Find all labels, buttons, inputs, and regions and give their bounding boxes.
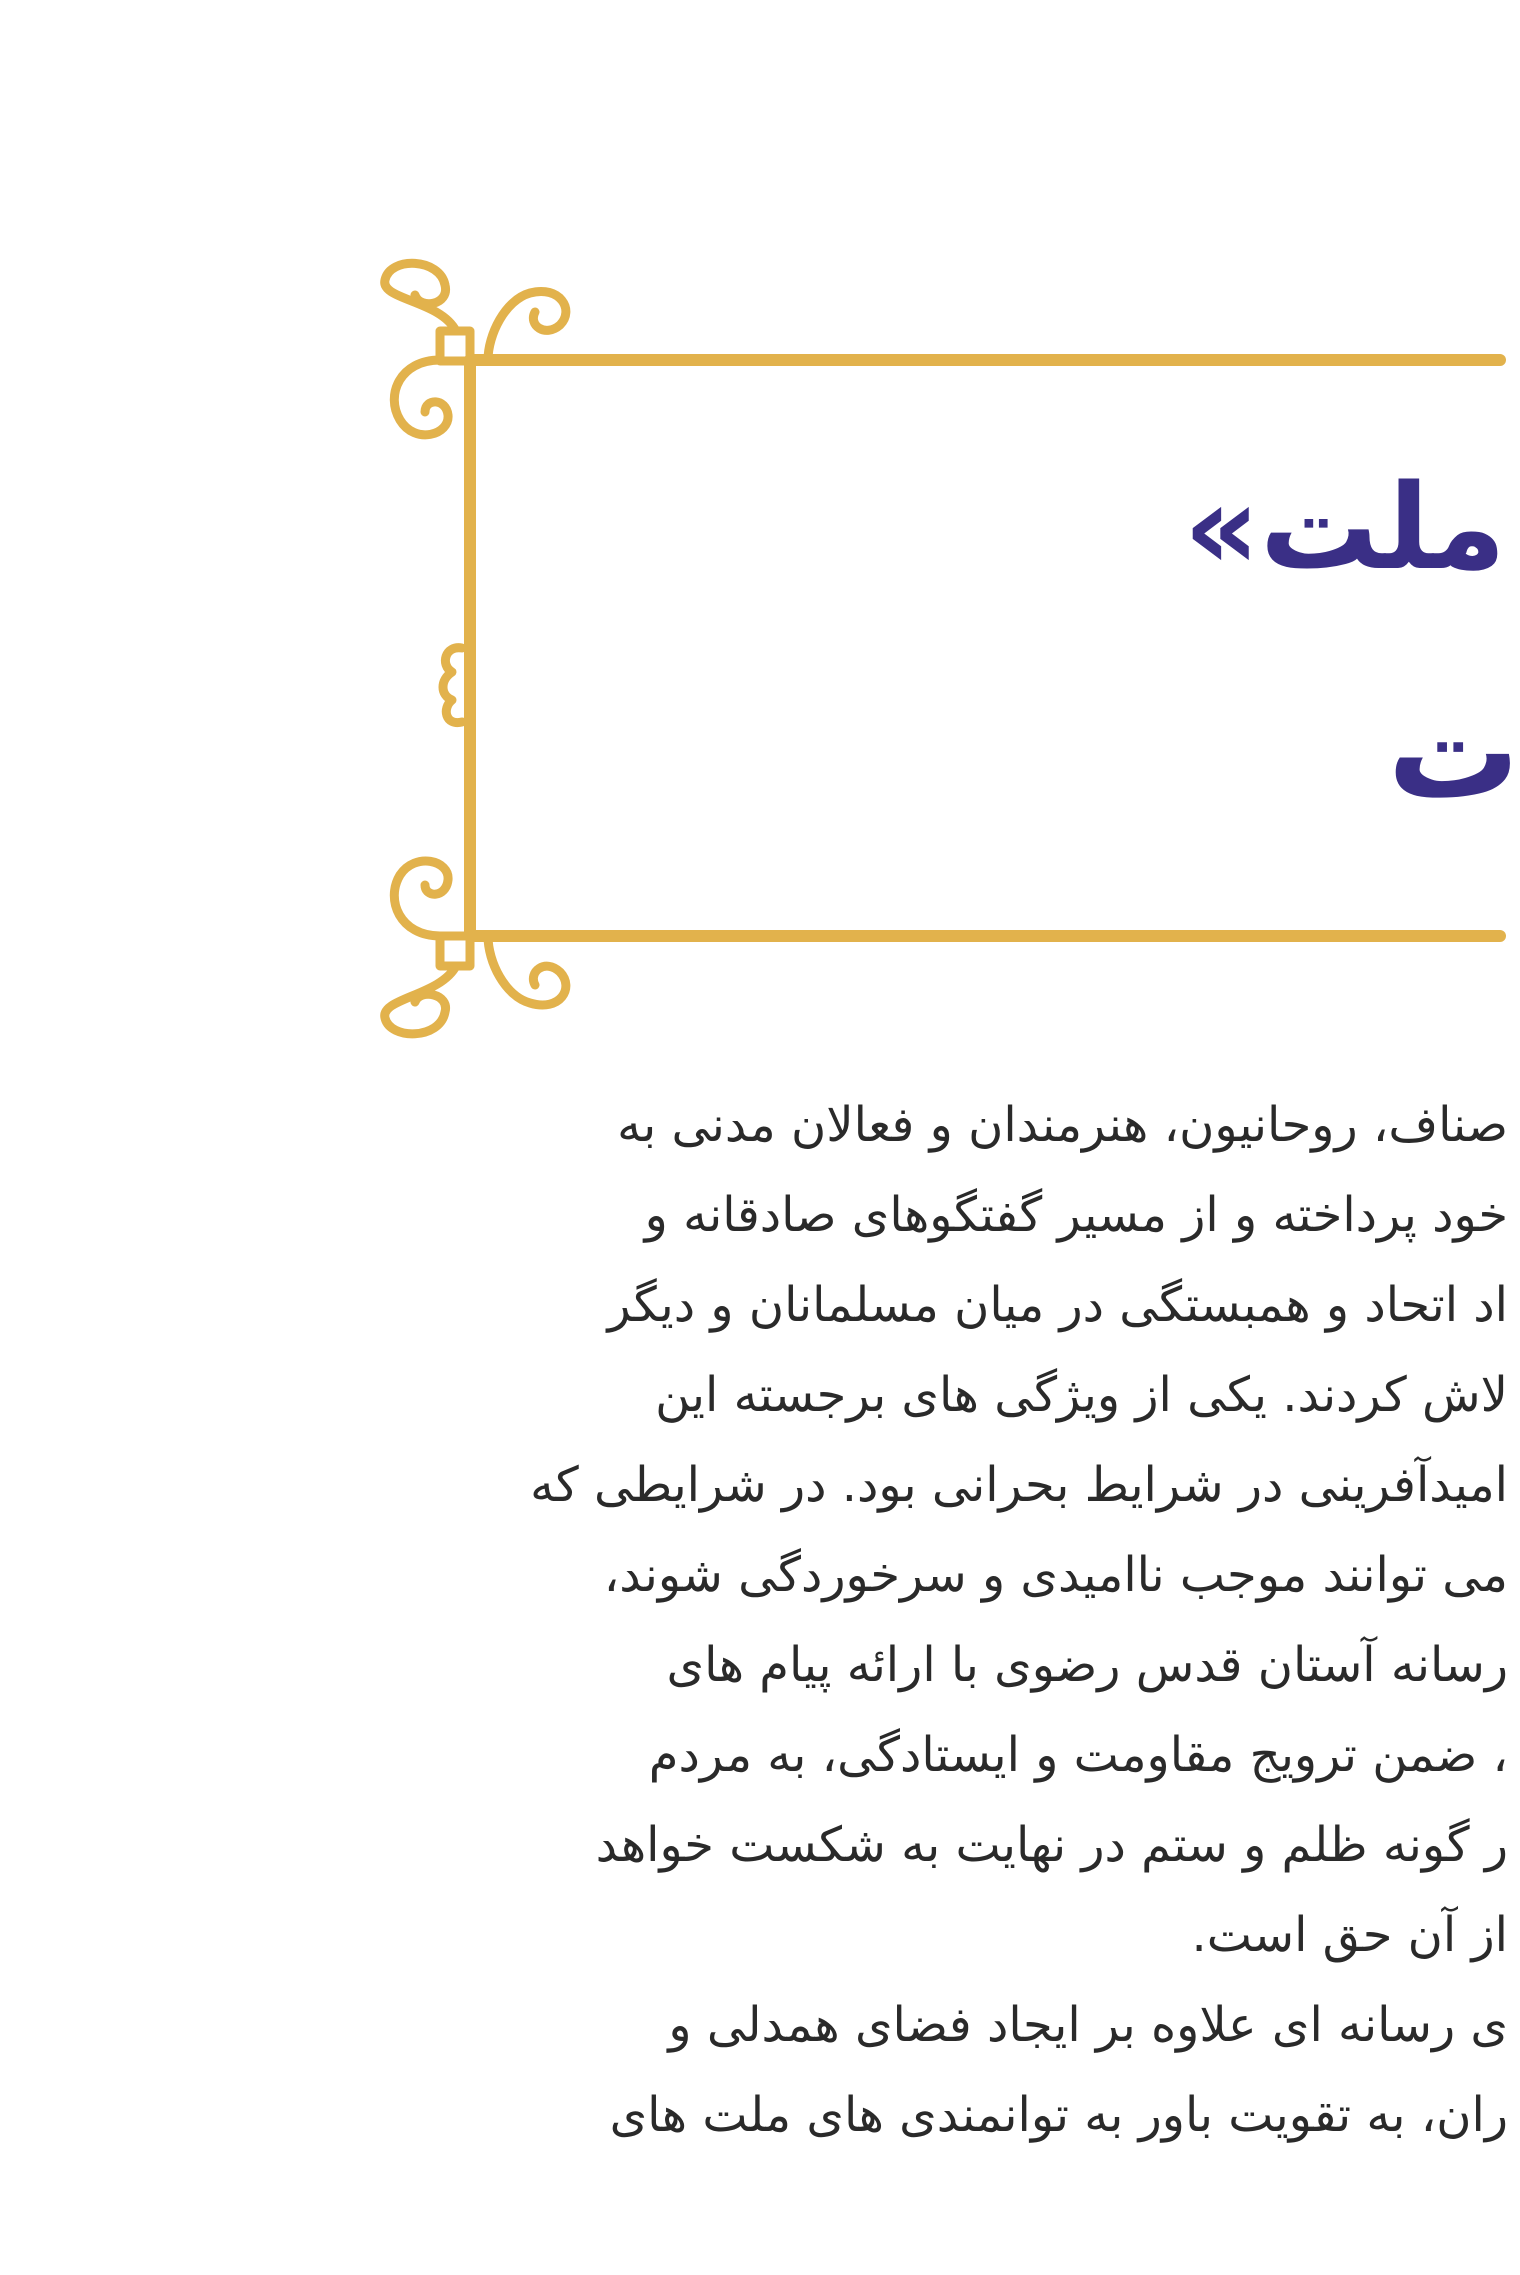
body-line: ، ضمن ترویج مقاومت و ایستادگی، به مردم <box>648 1727 1508 1783</box>
body-line: می توانند موجب ناامیدی و سرخوردگی شوند، <box>603 1547 1508 1603</box>
body-line: رسانه آستان قدس رضوی با ارائه پیام های <box>666 1637 1508 1693</box>
body-line: خود پرداخته و از مسیر گفتگوهای صادقانه و <box>644 1187 1508 1243</box>
body-line: ر گونه ظلم و ستم در نهایت به شکست خواهد <box>595 1817 1508 1873</box>
middle-left-ornament <box>443 648 462 723</box>
body-line: لاش کردند. یکی از ویژگی های برجسته این <box>655 1367 1508 1423</box>
body-line: از آن حق است. <box>1191 1907 1508 1963</box>
body-line: ی رسانه ای علاوه بر ایجاد فضای همدلی و <box>668 1997 1508 2053</box>
title-line-2: ت <box>1387 675 1520 829</box>
title-line-1: ملت» <box>1183 458 1506 596</box>
body-line: امیدآفرینی در شرایط بحرانی بود. در شرایطی که <box>530 1457 1508 1513</box>
body-line: اد اتحاد و همبستگی در میان مسلمانان و دیگر <box>607 1277 1508 1333</box>
body-line: ران، به تقویت باور به توانمندی های ملت های <box>609 2087 1508 2143</box>
body-line: صناف، روحانیون، هنرمندان و فعالان مدنی به <box>617 1097 1508 1153</box>
